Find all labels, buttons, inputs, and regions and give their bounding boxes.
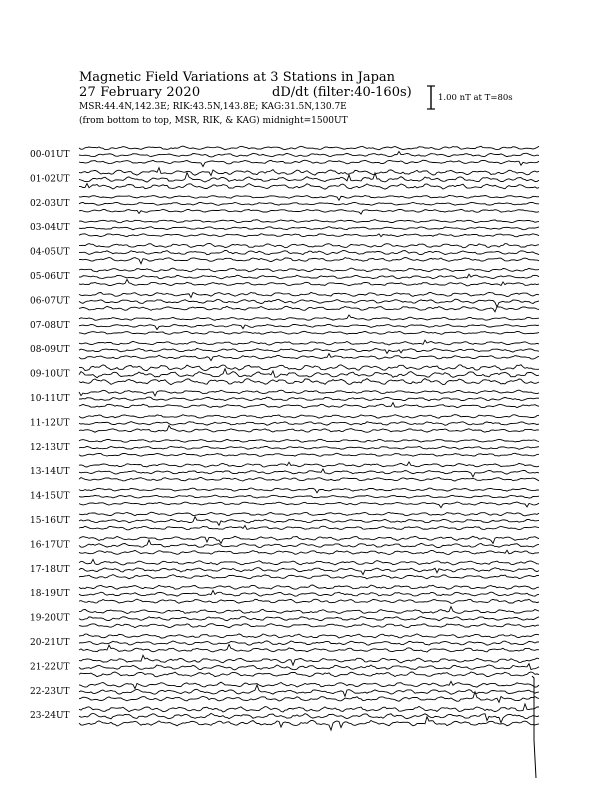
trace-line	[79, 274, 539, 279]
trace-line	[79, 331, 539, 334]
trace-line	[79, 227, 539, 230]
trace-line	[79, 446, 539, 449]
trace-line	[79, 390, 539, 396]
chart-title: Magnetic Field Variations at 3 Stations in Japan	[79, 70, 396, 85]
trace-line	[79, 220, 539, 223]
trace-line	[79, 590, 539, 596]
trace-line	[79, 462, 539, 467]
hour-label: 12-13UT	[30, 442, 70, 453]
trace-line	[79, 426, 539, 433]
trace-line	[79, 517, 539, 526]
trace-line	[79, 354, 539, 361]
trace-line	[79, 243, 539, 247]
trace-line	[79, 299, 539, 307]
trace-line	[79, 415, 539, 419]
hour-label: 03-04UT	[30, 223, 70, 234]
hour-label: 13-14UT	[30, 467, 70, 478]
trace-line	[79, 717, 539, 730]
trace-line	[79, 168, 539, 176]
trace-line	[79, 681, 539, 688]
trace-line	[79, 340, 539, 345]
hour-label: 08-09UT	[30, 345, 70, 356]
trace-line	[79, 495, 539, 498]
trace-line	[79, 422, 539, 426]
trace-line	[79, 202, 539, 205]
trace-line	[79, 258, 539, 264]
hour-label: 20-21UT	[30, 638, 70, 648]
trace-line	[79, 469, 539, 477]
trace-line	[79, 624, 539, 628]
trace-line	[79, 641, 539, 645]
trace-line	[79, 526, 539, 530]
trace-line	[79, 250, 539, 254]
hour-label: 09-10UT	[30, 369, 70, 380]
trace-line	[79, 512, 539, 516]
hour-label: 17-18UT	[30, 564, 70, 575]
hour-label: 06-07UT	[30, 296, 70, 307]
trace-line	[79, 645, 539, 653]
hour-label: 18-19UT	[30, 589, 70, 600]
hour-label: 02-03UT	[30, 198, 70, 209]
trace-line	[79, 704, 539, 712]
trace-line	[79, 692, 539, 703]
hour-label: 01-02UT	[30, 174, 70, 185]
trace-line	[79, 685, 539, 696]
trace-line	[79, 634, 539, 638]
trace-line	[79, 617, 539, 621]
trace-line	[79, 184, 539, 190]
trace-line	[79, 146, 539, 150]
trace-spike	[532, 676, 536, 778]
trace-line	[79, 292, 539, 297]
trace-line	[79, 268, 539, 272]
station-coordinates: MSR:44.4N,142.3E; RIK:43.5N,143.8E; KAG:31.5N,130.7E	[79, 102, 347, 112]
scale-label: 1.00 nT at T=80s	[438, 93, 513, 103]
trace-line	[79, 195, 539, 200]
hour-label: 19-20UT	[30, 613, 70, 624]
trace-line	[79, 403, 539, 408]
hour-label: 00-01UT	[30, 150, 70, 160]
station-order-note: (from bottom to top, MSR, RIK, & KAG) midnight=1500UT	[79, 116, 348, 126]
trace-line	[79, 477, 539, 481]
trace-line	[79, 379, 539, 385]
trace-line	[79, 234, 539, 237]
trace-line	[79, 439, 539, 442]
trace-line	[79, 160, 539, 166]
hour-label: 15-16UT	[30, 516, 70, 526]
hour-label: 22-23UT	[30, 686, 70, 697]
trace-line	[79, 568, 539, 575]
hour-label: 21-22UT	[30, 662, 70, 673]
trace-line	[79, 575, 539, 579]
trace-line	[79, 559, 539, 565]
trace-line	[79, 315, 539, 320]
trace-line	[79, 152, 539, 157]
trace-line	[79, 397, 539, 401]
hour-label: 07-08UT	[30, 320, 70, 331]
trace-line	[79, 453, 539, 456]
hour-label: 16-17UT	[30, 540, 70, 551]
trace-line	[79, 502, 539, 508]
trace-line	[79, 488, 539, 493]
trace-line	[79, 209, 539, 214]
trace-line	[79, 306, 539, 312]
trace-line	[79, 585, 539, 589]
trace-line	[79, 550, 539, 554]
trace-line	[79, 324, 539, 329]
hour-label: 14-15UT	[30, 491, 70, 502]
hour-label: 11-12UT	[30, 418, 70, 429]
hour-label: 23-24UT	[30, 711, 70, 722]
trace-line	[79, 607, 539, 614]
trace-line	[79, 664, 539, 670]
chart-filter: dD/dt (filter:40-160s)	[272, 85, 412, 100]
chart-date: 27 February 2020	[79, 85, 201, 100]
hour-label: 04-05UT	[30, 247, 70, 258]
trace-line	[79, 279, 539, 286]
hour-label: 10-11UT	[30, 394, 70, 404]
trace-line	[79, 365, 539, 371]
trace-line	[79, 655, 539, 665]
trace-line	[79, 173, 539, 183]
trace-line	[79, 348, 539, 353]
trace-line	[79, 599, 539, 603]
trace-line	[79, 540, 539, 548]
hour-label: 05-06UT	[30, 272, 70, 282]
trace-line	[79, 672, 539, 677]
